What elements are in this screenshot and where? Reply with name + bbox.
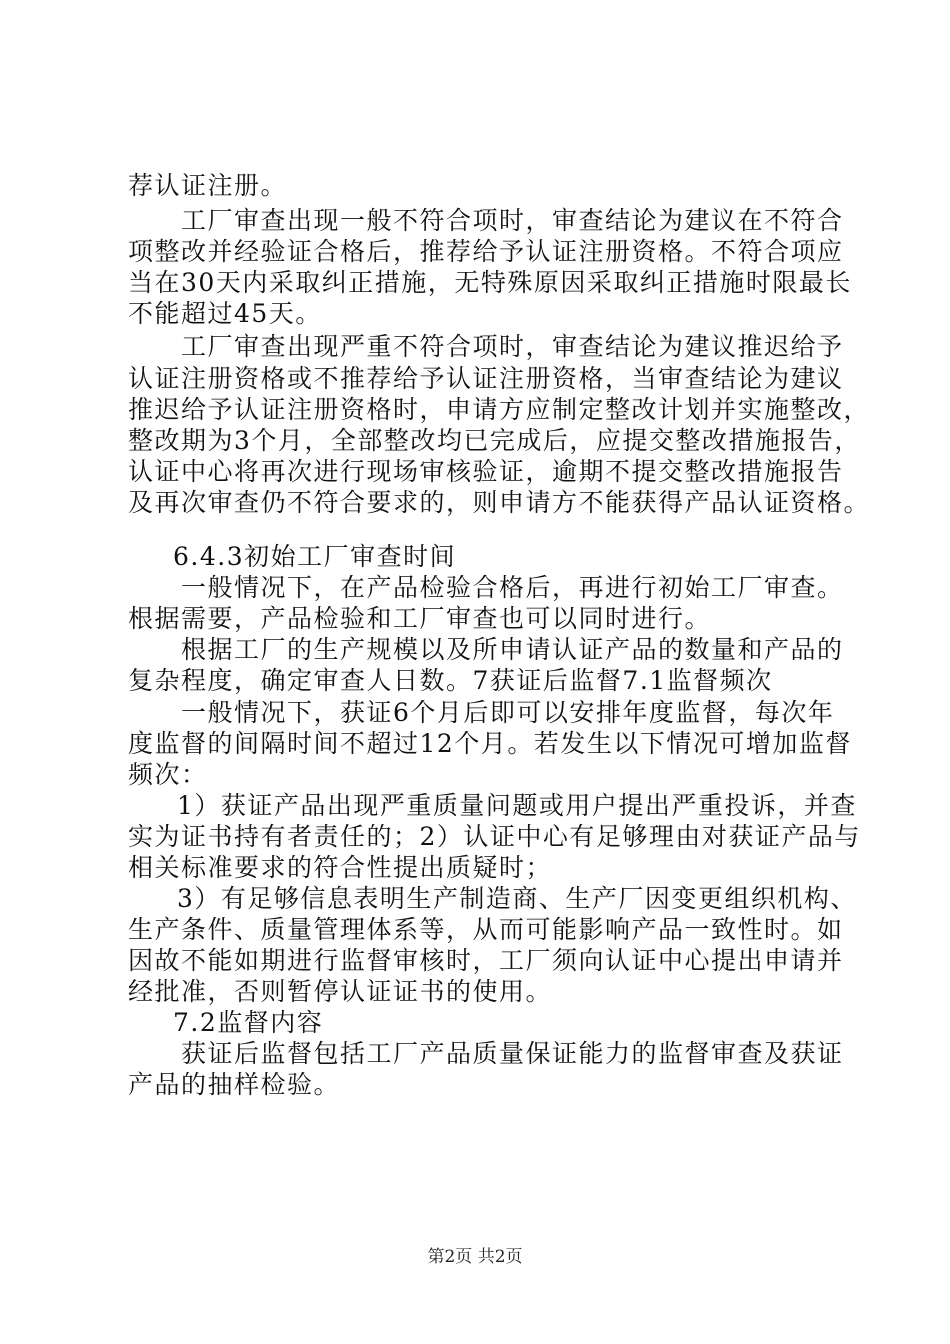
text-line: 认证中心将再次进行现场审核验证，逾期不提交整改措施报告 <box>128 457 844 486</box>
text-line: 相关标准要求的符合性提出质疑时； <box>128 853 553 882</box>
text-line: 当在30天内采取纠正措施，无特殊原因采取纠正措施时限最长 <box>128 268 852 297</box>
text-line: 推迟给予认证注册资格时，申请方应制定整改计划并实施整改， <box>128 395 871 424</box>
text-line: 产品的抽样检验。 <box>128 1070 341 1099</box>
text-line: 根据需要，产品检验和工厂审查也可以同时进行。 <box>128 604 712 633</box>
text-line: 荐认证注册。 <box>128 171 288 200</box>
text-line: 不能超过45天。 <box>128 299 322 328</box>
text-line: 生产条件、质量管理体系等，从而可能影响产品一致性时。如 <box>128 915 844 944</box>
page-footer: 第2页 共2页 <box>427 1247 523 1267</box>
text-line: 度监督的间隔时间不超过12个月。若发生以下情况可增加监督 <box>128 729 852 758</box>
text-line: 整改期为3个月，全部整改均已完成后，应提交整改措施报告， <box>128 426 861 455</box>
text-line: 经批准，否则暂停认证证书的使用。 <box>128 977 553 1006</box>
text-line: 工厂审查出现严重不符合项时，审查结论为建议推迟给予 <box>181 332 844 361</box>
text-line: 获证后监督包括工厂产品质量保证能力的监督审查及获证 <box>181 1039 844 1068</box>
text-line: 及再次审查仍不符合要求的，则申请方不能获得产品认证资格。 <box>128 488 871 517</box>
text-line: 3）有足够信息表明生产制造商、生产厂因变更组织机构、 <box>177 884 857 913</box>
text-line: 因故不能如期进行监督审核时，工厂须向认证中心提出申请并 <box>128 946 844 975</box>
text-line: 频次： <box>128 760 208 789</box>
text-line: 一般情况下，在产品检验合格后，再进行初始工厂审查。 <box>181 573 844 602</box>
text-line: 一般情况下，获证6个月后即可以安排年度监督，每次年 <box>181 698 835 727</box>
text-line: 复杂程度，确定审查人日数。7获证后监督7.1监督频次 <box>128 666 773 695</box>
text-line: 实为证书持有者责任的；2）认证中心有足够理由对获证产品与 <box>128 822 861 851</box>
text-line: 1）获证产品出现严重质量问题或用户提出严重投诉，并查 <box>177 791 857 820</box>
text-line: 项整改并经验证合格后，推荐给予认证注册资格。不符合项应 <box>128 237 844 266</box>
text-line: 根据工厂的生产规模以及所申请认证产品的数量和产品的 <box>181 635 844 664</box>
section-heading: 7.2监督内容 <box>173 1008 324 1037</box>
text-line: 工厂审查出现一般不符合项时，审查结论为建议在不符合 <box>181 206 844 235</box>
section-heading: 6.4.3初始工厂审查时间 <box>173 542 457 571</box>
text-line: 认证注册资格或不推荐给予认证注册资格，当审查结论为建议 <box>128 364 844 393</box>
